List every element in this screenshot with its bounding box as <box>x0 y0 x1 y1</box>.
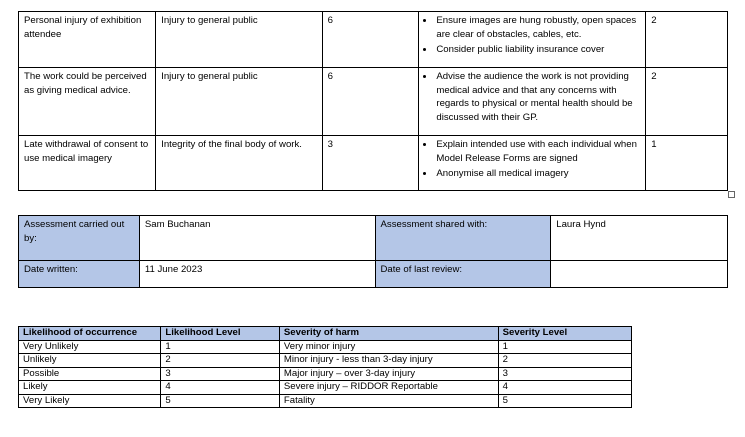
last-review-value[interactable] <box>551 261 728 288</box>
shared-with-value[interactable]: Laura Hynd <box>551 216 728 261</box>
list-item: • Advise the audience the work is not providing medical advice and that any concerns with regards to physical or mental health should be discussed with their GP. <box>435 70 640 124</box>
list-item: • Consider public liability insurance cover <box>435 43 640 57</box>
header-likelihood-level: Likelihood Level <box>161 327 280 341</box>
list-item: • Explain intended use with each individual when Model Release Forms are signed <box>435 138 640 165</box>
likelihood-cell[interactable]: Likely <box>19 381 161 395</box>
hazard-cell[interactable]: The work could be perceived as giving medical advice. <box>19 68 156 136</box>
risk-key-table <box>18 326 632 408</box>
likelihood-cell[interactable]: Unlikely <box>19 354 161 368</box>
last-review-label: Date of last review: <box>375 261 551 288</box>
table-row <box>19 354 632 368</box>
residual-cell[interactable]: 2 <box>646 12 728 68</box>
severity-cell[interactable]: Very minor injury <box>279 340 498 354</box>
list-item: • Anonymise all medical imagery <box>435 167 640 181</box>
shared-with-label: Assessment shared with: <box>375 216 551 261</box>
residual-cell[interactable]: 2 <box>646 68 728 136</box>
header-severity-level: Severity Level <box>498 327 631 341</box>
severity-level-cell[interactable]: 1 <box>498 340 631 354</box>
assessment-table <box>18 215 728 288</box>
severity-level-cell[interactable]: 3 <box>498 367 631 381</box>
table-header-row <box>19 327 632 341</box>
harm-cell[interactable]: Injury to general public <box>156 12 322 68</box>
list-item: • Ensure images are hung robustly, open spaces are clear of obstacles, cables, etc. <box>435 14 640 41</box>
rating-cell[interactable]: 3 <box>322 136 419 191</box>
date-written-value[interactable]: 11 June 2023 <box>139 261 375 288</box>
table-row <box>19 216 728 261</box>
hazard-cell[interactable]: Late withdrawal of consent to use medical imagery <box>19 136 156 191</box>
severity-cell[interactable]: Fatality <box>279 394 498 408</box>
likelihood-cell[interactable]: Very Unlikely <box>19 340 161 354</box>
controls-cell[interactable] <box>419 136 646 191</box>
likelihood-level-cell[interactable]: 2 <box>161 354 280 368</box>
severity-level-cell[interactable]: 5 <box>498 394 631 408</box>
table-row <box>19 12 728 68</box>
severity-cell[interactable]: Minor injury - less than 3-day injury <box>279 354 498 368</box>
controls-list <box>419 14 640 57</box>
table-row <box>19 381 632 395</box>
date-written-label: Date written: <box>19 261 140 288</box>
severity-cell[interactable]: Severe injury – RIDDOR Reportable <box>279 381 498 395</box>
table-row <box>19 340 632 354</box>
table-row <box>19 261 728 288</box>
rating-cell[interactable]: 6 <box>322 12 419 68</box>
header-severity: Severity of harm <box>279 327 498 341</box>
carried-out-value[interactable]: Sam Buchanan <box>139 216 375 261</box>
risk-table <box>18 11 728 191</box>
likelihood-level-cell[interactable]: 1 <box>161 340 280 354</box>
harm-cell[interactable]: Injury to general public <box>156 68 322 136</box>
header-likelihood: Likelihood of occurrence <box>19 327 161 341</box>
hazard-cell[interactable]: Personal injury of exhibition attendee <box>19 12 156 68</box>
likelihood-level-cell[interactable]: 4 <box>161 381 280 395</box>
table-row <box>19 367 632 381</box>
controls-cell[interactable] <box>419 68 646 136</box>
likelihood-cell[interactable]: Possible <box>19 367 161 381</box>
residual-cell[interactable]: 1 <box>646 136 728 191</box>
harm-cell[interactable]: Integrity of the final body of work. <box>156 136 322 191</box>
carried-out-label: Assessment carried out by: <box>19 216 140 261</box>
table-resize-handle[interactable] <box>728 191 735 198</box>
table-row <box>19 136 728 191</box>
controls-cell[interactable] <box>419 12 646 68</box>
rating-cell[interactable]: 6 <box>322 68 419 136</box>
severity-level-cell[interactable]: 2 <box>498 354 631 368</box>
likelihood-cell[interactable]: Very Likely <box>19 394 161 408</box>
severity-level-cell[interactable]: 4 <box>498 381 631 395</box>
likelihood-level-cell[interactable]: 3 <box>161 367 280 381</box>
severity-cell[interactable]: Major injury – over 3-day injury <box>279 367 498 381</box>
controls-list <box>419 138 640 181</box>
table-row <box>19 68 728 136</box>
likelihood-level-cell[interactable]: 5 <box>161 394 280 408</box>
table-row <box>19 394 632 408</box>
controls-list <box>419 70 640 124</box>
